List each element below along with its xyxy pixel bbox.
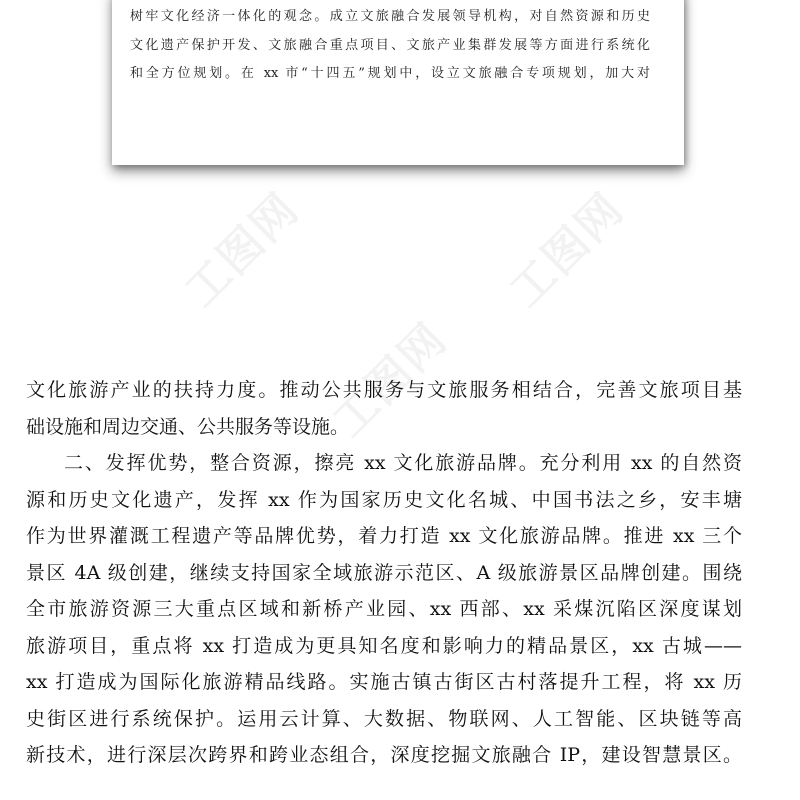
- paragraph-line: 旅游项目，重点将 xx 打造成为更具知名度和影响力的精品景区，xx 古城——: [26, 634, 742, 657]
- paragraph-line: 全市旅游资源三大重点区域和新桥产业园、xx 西部、xx 采煤沉陷区深度谋划: [26, 598, 742, 620]
- watermark-logo: 工图网: [500, 183, 635, 318]
- document-body: [26, 372, 742, 774]
- paragraph-line: 史街区进行系统保护。运用云计算、大数据、物联网、人工智能、区块链等高: [26, 707, 742, 730]
- preview-line: [130, 0, 650, 9]
- paragraph-line: 景区 4A 级创建，继续支持国家全域旅游示范区、A 级旅游景区品牌创建。围绕: [26, 561, 742, 584]
- watermark-logo: 工图网: [175, 183, 310, 318]
- paragraph-line: 源和历史文化遗产，发挥 xx 作为国家历史文化名城、中国书法之乡，安丰塘: [26, 488, 742, 511]
- paragraph-line: 作为世界灌溉工程遗产等品牌优势，着力打造 xx 文化旅游品牌。推进 xx 三个: [26, 525, 742, 547]
- preview-line: 树牢文化经济一体化的观念。成立文旅融合发展领导机构，对自然资源和历史: [130, 9, 650, 24]
- paragraph-line: 二、发挥优势，整合资源，擦亮 xx 文化旅游品牌。充分利用 xx 的自然资: [64, 452, 742, 474]
- watermark-logo: 工图网: [323, 313, 458, 448]
- preview-line: 和全方位规划。在 xx 市“十四五”规划中，设立文旅融合专项规划，加大对: [130, 66, 650, 81]
- paragraph-line: xx 打造成为国际化旅游精品线路。实施古镇古街区古村落提升工程，将 xx 历: [26, 671, 742, 693]
- preview-line: 文化遗产保护开发、文旅融合重点项目、文旅产业集群发展等方面进行系统化: [130, 37, 650, 53]
- preview-card-text: [130, 0, 650, 89]
- paragraph-line: 文化旅游产业的扶持力度。推动公共服务与文旅服务相结合，完善文旅项目基: [26, 379, 742, 401]
- paragraph-line: 础设施和周边交通、公共服务等设施。: [26, 415, 350, 438]
- paragraph-line: 新技术，进行深层次跨界和跨业态组合，深度挖掘文旅融合 IP，建设智慧景区。: [26, 744, 742, 766]
